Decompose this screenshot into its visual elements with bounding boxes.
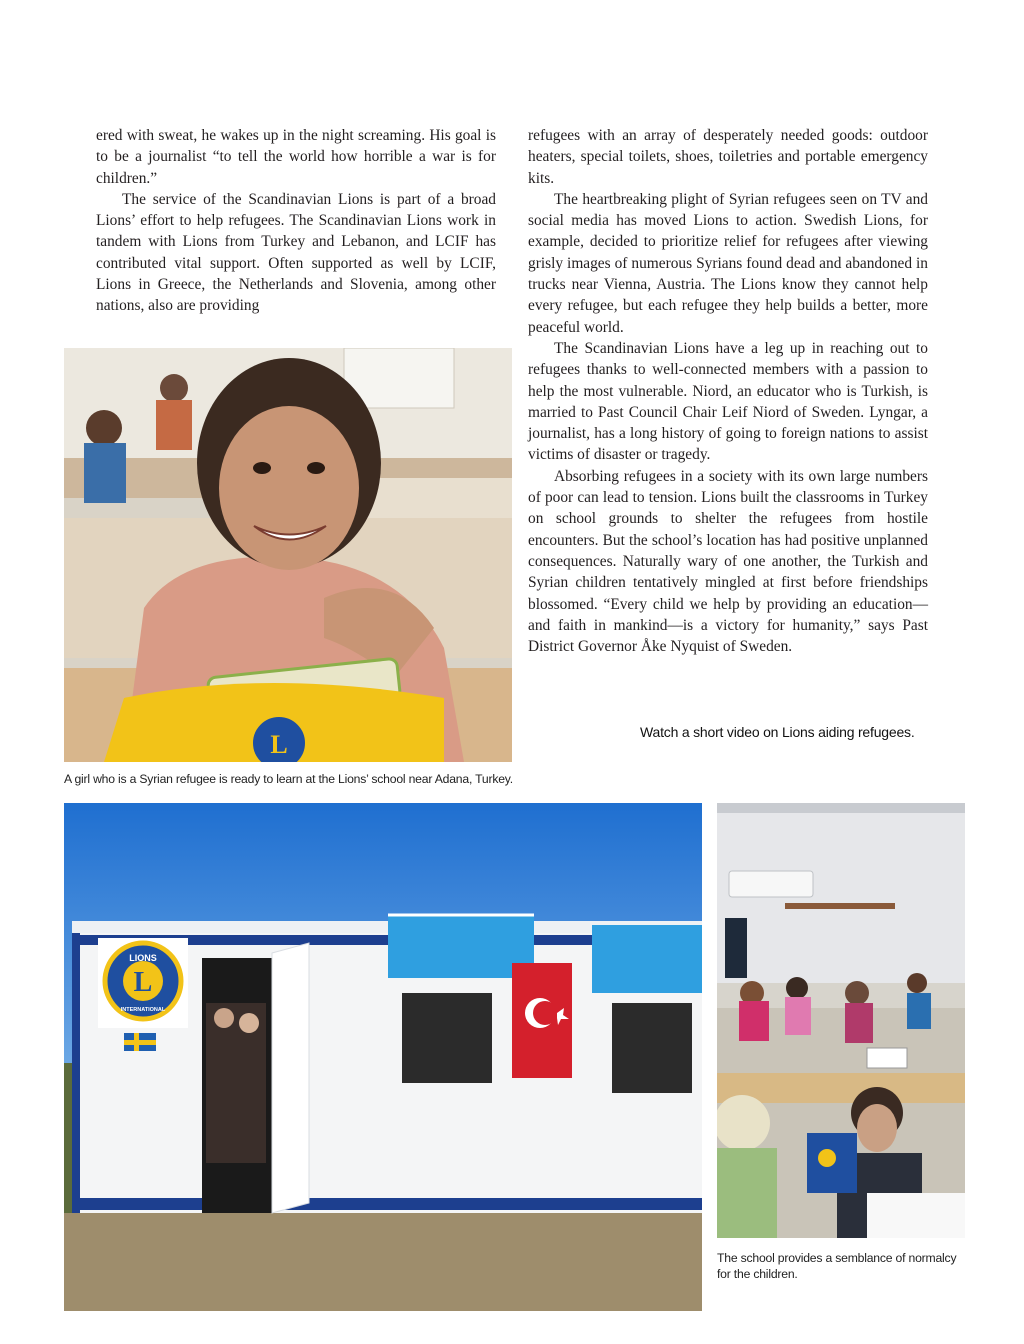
classroom-photo [717,803,965,1238]
svg-text:L: L [270,730,288,759]
paragraph: ered with sweat, he wakes up in the night screaming. His goal is to be a journalist “to tell the world how horrible a war is for children.” [96,127,496,187]
video-link[interactable]: Watch a short video on Lions aiding refugees. [640,724,915,740]
article-column-left [96,125,496,317]
girl-photo [64,348,512,762]
lions-logo-top-text: LIONS [129,953,157,963]
paragraph: Absorbing refugees in a society with its own large numbers of poor can lead to tension. Lions built the classrooms in Turkey on school grounds to shelter the refugees from hostile encounters. But the school’s location has had positive unplanned consequences. Naturally wary of one another, the Turkish and Syrian children tentatively mingled at first before friendships blossomed. “Every child we help by providing an education—and faith in mankind—is a victory for humanity,” says Past District Governor Åke Nyquist of Sweden. [528,467,928,656]
paragraph: The Scandinavian Lions have a leg up in reaching out to refugees thanks to well-connected members with a passion to help the most vulnerable. Niord, an educator who is Turkish, is married to Past Council Chair Leif Niord of Sweden. Lyngar, a journalist, has a long history of going to foreign nations to assist victims of disaster or tragedy. [528,339,928,464]
paragraph: The service of the Scandinavian Lions is part of a broad Lions’ effort to help refugees. The Scandinavian Lions work in tandem with Lions from Turkey and Lebanon, and LCIF has contributed vital support. Often supported as well by LCIF, Lions in Greece, the Netherlands and Slovenia, among other nations, also are providing [96,190,496,315]
classroom-photo-caption: The school provides a semblance of normalcy for the children. [717,1251,957,1281]
paragraph: refugees with an array of desperately needed goods: outdoor heaters, special toilets, shoes, toiletries and portable emergency kits. [528,127,928,187]
article-column-right [528,125,928,657]
school-building-photo [64,803,702,1311]
lions-logo-letter: L [133,967,153,998]
girl-photo-caption: A girl who is a Syrian refugee is ready to learn at the Lions’ school near Adana, Turkey. [64,772,513,786]
awning [592,925,702,993]
lions-logo-bottom-text: INTERNATIONAL [120,1007,166,1013]
paragraph: The heartbreaking plight of Syrian refugees seen on TV and social media has moved Lions to action. Swedish Lions, for example, decided to prioritize relief for refugees after viewing grisly images of numerous Syrians found dead and abandoned in trucks near Vienna, Austria. The Lions know they cannot help every refugee, but each refugee they help builds a better, more peaceful world. [528,190,928,336]
